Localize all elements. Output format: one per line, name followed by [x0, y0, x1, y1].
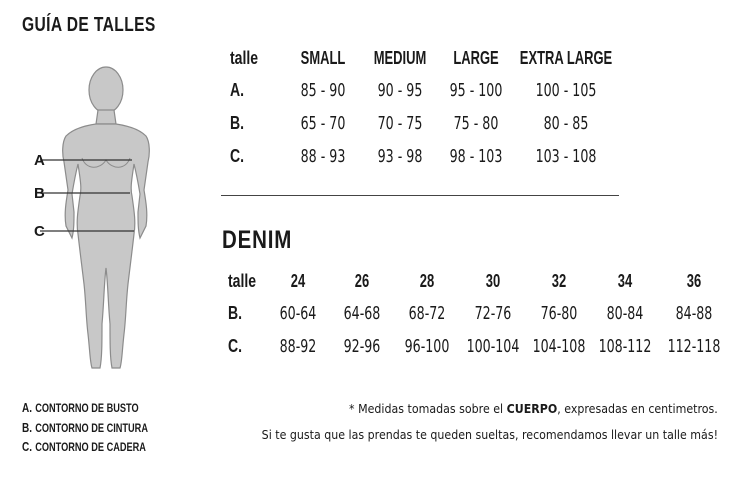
- header-size-30: 30: [485, 271, 501, 291]
- row-label: A.: [230, 80, 245, 100]
- header-size-extra-large: EXTRA LARGE: [519, 48, 613, 68]
- table-cell: 103 - 108: [535, 146, 597, 167]
- table-cell: 98 - 103: [449, 146, 503, 167]
- section-divider: [221, 195, 619, 196]
- table-cell: 70 - 75: [377, 113, 423, 134]
- table-cell: 108-112: [598, 336, 652, 357]
- table-cell: 84-88: [675, 303, 713, 324]
- table-cell: 80 - 85: [543, 113, 589, 134]
- header-talle-label: talle: [228, 271, 257, 291]
- measurement-note: * Medidas tomadas sobre el CUERPO, expresadas en centimetros.: [349, 402, 718, 416]
- table-cell: 75 - 80: [453, 113, 499, 134]
- header-size-36: 36: [686, 271, 702, 291]
- header-size-28: 28: [419, 271, 435, 291]
- table-cell: 95 - 100: [449, 80, 503, 101]
- figure-label-b: B: [34, 185, 45, 202]
- table-cell: 92-96: [343, 336, 381, 357]
- fit-recommendation-note: Si te gusta que las prendas te queden sueltas, recomendamos llevar un talle más!: [261, 428, 718, 442]
- table-cell: 68-72: [408, 303, 446, 324]
- header-size-small: SMALL: [300, 48, 346, 68]
- table-cell: 90 - 95: [377, 80, 423, 101]
- table-cell: 80-84: [606, 303, 644, 324]
- table-cell: 64-68: [343, 303, 381, 324]
- row-label: C.: [230, 146, 245, 166]
- figure-head: [89, 67, 123, 113]
- table-cell: 112-118: [667, 336, 721, 357]
- table-cell: 104-108: [532, 336, 586, 357]
- table-cell: 72-76: [474, 303, 512, 324]
- row-label: B.: [228, 303, 243, 323]
- table-cell: 100 - 105: [535, 80, 597, 101]
- denim-title: DENIM: [222, 226, 293, 254]
- row-label: B.: [230, 113, 245, 133]
- table-cell: 88-92: [279, 336, 317, 357]
- figure-label-a: A: [34, 152, 45, 169]
- figure-neck: [96, 110, 116, 124]
- row-label: C.: [228, 336, 243, 356]
- header-size-medium: MEDIUM: [373, 48, 427, 68]
- table-cell: 85 - 90: [300, 80, 346, 101]
- table-cell: 65 - 70: [300, 113, 346, 134]
- header-talle-label: talle: [230, 48, 259, 68]
- table-cell: 96-100: [404, 336, 450, 357]
- header-size-24: 24: [290, 271, 306, 291]
- header-size-large: LARGE: [453, 48, 499, 68]
- legend-item-c: C. CONTORNO DE CADERA: [22, 440, 146, 454]
- table-cell: 100-104: [466, 336, 520, 357]
- body-figure-illustration: [20, 62, 190, 382]
- measurement-legend: [22, 399, 179, 458]
- table-cell: 93 - 98: [377, 146, 423, 167]
- page-title: GUÍA DE TALLES: [22, 14, 156, 36]
- table-cell: 60-64: [279, 303, 317, 324]
- legend-item-b: B. CONTORNO DE CINTURA: [22, 420, 148, 435]
- table-cell: 88 - 93: [300, 146, 346, 167]
- header-size-32: 32: [551, 271, 567, 291]
- figure-label-c: C: [34, 223, 45, 240]
- header-size-34: 34: [617, 271, 633, 291]
- header-size-26: 26: [354, 271, 370, 291]
- legend-item-a: A. CONTORNO DE BUSTO: [22, 401, 139, 415]
- table-cell: 76-80: [540, 303, 578, 324]
